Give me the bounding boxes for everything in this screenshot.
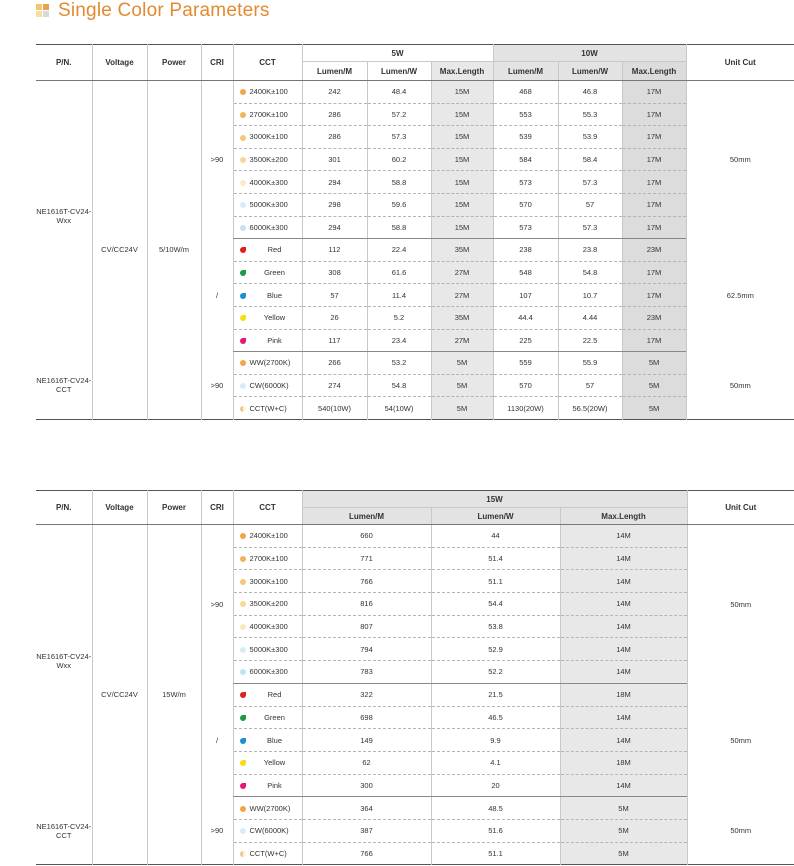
cct-label-text: Green xyxy=(264,268,285,278)
lumen-per-watt-value: 22.5 xyxy=(558,329,622,352)
lumen-per-meter-value: 573 xyxy=(493,171,558,194)
cct-label xyxy=(233,774,302,797)
grid-squares-icon xyxy=(36,4,50,18)
part-number: NE1616T-CV24-CCT xyxy=(36,821,92,840)
unit-cut-value: 50mm xyxy=(687,797,794,865)
cct-label-text: 6000K±300 xyxy=(249,667,288,677)
lumen-per-watt-value: 53.9 xyxy=(558,126,622,149)
unit-cut-value: 50mm xyxy=(686,81,794,239)
cct-tunable-icon xyxy=(240,406,246,412)
lumen-per-watt-value: 20 xyxy=(431,774,560,797)
max-length-value: 14M xyxy=(560,547,687,570)
cct-label-text: WW(2700K) xyxy=(249,803,291,813)
header-lumen-m: Lumen/M xyxy=(302,62,367,81)
max-length-value: 17M xyxy=(622,81,686,104)
cct-label-text: Pink xyxy=(267,780,282,790)
cct-label xyxy=(233,352,302,375)
header-lumen-m: Lumen/M xyxy=(493,62,558,81)
lumen-per-watt-value: 48.5 xyxy=(431,797,560,820)
cri-value: >90 xyxy=(201,525,233,684)
max-length-value: 5M xyxy=(431,397,493,420)
lumen-per-meter-value: 117 xyxy=(302,329,367,352)
cct-label-text: 2700K±100 xyxy=(249,554,288,564)
max-length-value: 27M xyxy=(431,261,493,284)
max-length-value: 18M xyxy=(560,751,687,774)
lumen-per-meter-value: 286 xyxy=(302,126,367,149)
warm-white-icon xyxy=(240,360,246,366)
cct-label xyxy=(233,570,302,593)
lumen-per-watt-value: 4.44 xyxy=(558,306,622,329)
cct-label-text: 3000K±100 xyxy=(249,576,288,586)
pink-color-icon xyxy=(240,783,246,789)
cct-label-text: Red xyxy=(267,245,282,255)
lumen-per-watt-value: 9.9 xyxy=(431,729,560,752)
lumen-per-meter-value: 660 xyxy=(302,525,431,548)
lumen-per-watt-value: 51.1 xyxy=(431,570,560,593)
cct-label xyxy=(233,751,302,774)
lumen-per-watt-value: 46.5 xyxy=(431,706,560,729)
max-length-value: 5M xyxy=(560,842,687,865)
lumen-per-watt-value: 52.9 xyxy=(431,638,560,661)
lumen-per-meter-value: 225 xyxy=(493,329,558,352)
max-length-value: 15M xyxy=(431,81,493,104)
header-lumen-w: Lumen/W xyxy=(367,62,431,81)
max-length-value: 14M xyxy=(560,774,687,797)
green-color-icon xyxy=(240,270,246,276)
cool-white-6000k-icon xyxy=(240,225,246,231)
lumen-per-meter-value: 26 xyxy=(302,306,367,329)
cct-label-text: CW(6000K) xyxy=(249,381,289,391)
blue-color-icon xyxy=(240,293,246,299)
lumen-per-watt-value: 54.8 xyxy=(558,261,622,284)
max-length-value: 5M xyxy=(431,374,493,397)
warm-white-3000k-icon xyxy=(240,135,246,141)
max-length-value: 23M xyxy=(622,306,686,329)
red-color-icon xyxy=(240,692,246,698)
cct-label xyxy=(233,306,302,329)
max-length-value: 15M xyxy=(431,126,493,149)
cct-label-text: Green xyxy=(264,712,285,722)
lumen-per-watt-value: 55.9 xyxy=(558,352,622,375)
max-length-value: 14M xyxy=(560,638,687,661)
lumen-per-watt-value: 51.6 xyxy=(431,819,560,842)
power-value: 5/10W/m xyxy=(147,81,201,420)
lumen-per-watt-value: 22.4 xyxy=(367,239,431,262)
max-length-value: 17M xyxy=(622,261,686,284)
lumen-per-meter-value: 570 xyxy=(493,374,558,397)
max-length-value: 27M xyxy=(431,284,493,307)
lumen-per-watt-value: 57.3 xyxy=(367,126,431,149)
page-header xyxy=(36,0,270,22)
header-cri: CRI xyxy=(201,491,233,525)
max-length-value: 15M xyxy=(431,216,493,239)
lumen-per-watt-value: 44 xyxy=(431,525,560,548)
lumen-per-meter-value: 559 xyxy=(493,352,558,375)
lumen-per-meter-value: 57 xyxy=(302,284,367,307)
lumen-per-meter-value: 266 xyxy=(302,352,367,375)
lumen-per-watt-value: 5.2 xyxy=(367,306,431,329)
lumen-per-meter-value: 783 xyxy=(302,661,431,684)
max-length-value: 14M xyxy=(560,661,687,684)
max-length-value: 14M xyxy=(560,570,687,593)
cct-label-text: Pink xyxy=(267,335,282,345)
cri-value: >90 xyxy=(201,81,233,239)
cri-value: / xyxy=(201,683,233,796)
lumen-per-meter-value: 301 xyxy=(302,148,367,171)
warm-white-2700k-icon xyxy=(240,112,246,118)
max-length-value: 35M xyxy=(431,239,493,262)
header-group-15w: 15W xyxy=(302,491,687,508)
lumen-per-meter-value: 766 xyxy=(302,842,431,865)
spec-table-15w xyxy=(36,490,794,865)
cct-label xyxy=(233,615,302,638)
lumen-per-meter-value: 238 xyxy=(493,239,558,262)
unit-cut-value: 50mm xyxy=(686,352,794,420)
warm-white-3000k-icon xyxy=(240,579,246,585)
cool-white-6000k-icon xyxy=(240,669,246,675)
cct-label-text: 2400K±100 xyxy=(249,531,288,541)
warm-white-2700k-icon xyxy=(240,556,246,562)
header-power: Power xyxy=(147,45,201,81)
cct-label-text: CCT(W+C) xyxy=(249,848,287,858)
cct-label-text: 4000K±300 xyxy=(249,622,288,632)
cri-value: >90 xyxy=(201,797,233,865)
max-length-value: 17M xyxy=(622,171,686,194)
lumen-per-watt-value: 46.8 xyxy=(558,81,622,104)
lumen-per-watt-value: 4.1 xyxy=(431,751,560,774)
lumen-per-meter-value: 149 xyxy=(302,729,431,752)
header-group-10w: 10W xyxy=(493,45,686,62)
header-lumen-w: Lumen/W xyxy=(558,62,622,81)
lumen-per-meter-value: 771 xyxy=(302,547,431,570)
cct-label-text: 2700K±100 xyxy=(249,109,288,119)
lumen-per-meter-value: 468 xyxy=(493,81,558,104)
cct-label xyxy=(233,193,302,216)
lumen-per-meter-value: 807 xyxy=(302,615,431,638)
red-color-icon xyxy=(240,247,246,253)
lumen-per-meter-value: 387 xyxy=(302,819,431,842)
lumen-per-watt-value: 58.4 xyxy=(558,148,622,171)
header-voltage: Voltage xyxy=(92,45,147,81)
max-length-value: 23M xyxy=(622,239,686,262)
max-length-value: 5M xyxy=(431,352,493,375)
lumen-per-watt-value: 48.4 xyxy=(367,81,431,104)
warm-white-2400k-icon xyxy=(240,89,246,95)
max-length-value: 17M xyxy=(622,193,686,216)
max-length-value: 35M xyxy=(431,306,493,329)
max-length-value: 15M xyxy=(431,103,493,126)
cct-label xyxy=(233,525,302,548)
max-length-value: 17M xyxy=(622,329,686,352)
lumen-per-watt-value: 58.8 xyxy=(367,216,431,239)
voltage-value: CV/CC24V xyxy=(92,81,147,420)
max-length-value: 5M xyxy=(622,374,686,397)
lumen-per-watt-value: 57.3 xyxy=(558,216,622,239)
max-length-value: 17M xyxy=(622,148,686,171)
cct-label xyxy=(233,593,302,616)
cct-label xyxy=(233,638,302,661)
neutral-4000k-icon xyxy=(240,624,246,630)
cct-label-text: Red xyxy=(267,690,282,700)
max-length-value: 14M xyxy=(560,615,687,638)
cct-label-text: 2400K±100 xyxy=(249,87,288,97)
cct-label-text: CW(6000K) xyxy=(249,826,289,836)
warm-white-icon xyxy=(240,806,246,812)
max-length-value: 14M xyxy=(560,593,687,616)
cct-label xyxy=(233,261,302,284)
lumen-per-watt-value: 56.5(20W) xyxy=(558,397,622,420)
lumen-per-meter-value: 584 xyxy=(493,148,558,171)
max-length-value: 5M xyxy=(622,397,686,420)
lumen-per-watt-value: 55.3 xyxy=(558,103,622,126)
header-voltage: Voltage xyxy=(92,491,147,525)
table-row xyxy=(36,525,794,548)
lumen-per-watt-value: 53.2 xyxy=(367,352,431,375)
header-lumen-m: Lumen/M xyxy=(302,508,431,525)
green-color-icon xyxy=(240,715,246,721)
header-group-5w: 5W xyxy=(302,45,493,62)
lumen-per-meter-value: 294 xyxy=(302,171,367,194)
lumen-per-meter-value: 294 xyxy=(302,216,367,239)
lumen-per-watt-value: 59.6 xyxy=(367,193,431,216)
cct-label-text: 5000K±300 xyxy=(249,644,288,654)
max-length-value: 14M xyxy=(560,706,687,729)
header-lumen-w: Lumen/W xyxy=(431,508,560,525)
cri-value: >90 xyxy=(201,352,233,420)
lumen-per-meter-value: 553 xyxy=(493,103,558,126)
part-number: NE1616T-CV24-Wxx xyxy=(36,651,92,670)
cct-label xyxy=(233,547,302,570)
cct-label xyxy=(233,706,302,729)
lumen-per-watt-value: 52.2 xyxy=(431,661,560,684)
cct-label xyxy=(233,239,302,262)
header-pn: P/N. xyxy=(36,491,92,525)
cct-label xyxy=(233,103,302,126)
lumen-per-meter-value: 274 xyxy=(302,374,367,397)
cct-label-text: Blue xyxy=(266,735,282,745)
power-value: 15W/m xyxy=(147,525,201,865)
header-unit-cut: Unit Cut xyxy=(686,45,794,81)
blue-color-icon xyxy=(240,738,246,744)
lumen-per-meter-value: 107 xyxy=(493,284,558,307)
lumen-per-watt-value: 57.3 xyxy=(558,171,622,194)
lumen-per-watt-value: 21.5 xyxy=(431,683,560,706)
lumen-per-watt-value: 53.8 xyxy=(431,615,560,638)
cct-label xyxy=(233,329,302,352)
cct-label xyxy=(233,374,302,397)
header-max-length: Max.Length xyxy=(622,62,686,81)
lumen-per-watt-value: 54(10W) xyxy=(367,397,431,420)
max-length-value: 17M xyxy=(622,284,686,307)
lumen-per-meter-value: 766 xyxy=(302,570,431,593)
lumen-per-meter-value: 1130(20W) xyxy=(493,397,558,420)
cool-white-5000k-icon xyxy=(240,202,246,208)
header-cct: CCT xyxy=(233,45,302,81)
cct-label xyxy=(233,148,302,171)
lumen-per-meter-value: 62 xyxy=(302,751,431,774)
max-length-value: 17M xyxy=(622,216,686,239)
cct-label xyxy=(233,397,302,420)
header-power: Power xyxy=(147,491,201,525)
cct-label-text: 5000K±300 xyxy=(249,200,288,210)
max-length-value: 5M xyxy=(622,352,686,375)
neutral-3500k-icon xyxy=(240,157,246,163)
cct-label-text: Yellow xyxy=(263,758,286,768)
lumen-per-watt-value: 57.2 xyxy=(367,103,431,126)
lumen-per-meter-value: 794 xyxy=(302,638,431,661)
lumen-per-watt-value: 51.4 xyxy=(431,547,560,570)
yellow-color-icon xyxy=(240,760,246,766)
lumen-per-meter-value: 286 xyxy=(302,103,367,126)
max-length-value: 14M xyxy=(560,525,687,548)
lumen-per-meter-value: 298 xyxy=(302,193,367,216)
max-length-value: 15M xyxy=(431,171,493,194)
cct-label xyxy=(233,171,302,194)
lumen-per-watt-value: 57 xyxy=(558,374,622,397)
cool-white-icon xyxy=(240,383,246,389)
lumen-per-watt-value: 23.8 xyxy=(558,239,622,262)
cool-white-icon xyxy=(240,828,246,834)
neutral-4000k-icon xyxy=(240,180,246,186)
pink-color-icon xyxy=(240,338,246,344)
part-number: NE1616T-CV24-Wxx xyxy=(36,207,92,226)
lumen-per-meter-value: 364 xyxy=(302,797,431,820)
max-length-value: 18M xyxy=(560,683,687,706)
cct-label xyxy=(233,842,302,865)
warm-white-2400k-icon xyxy=(240,533,246,539)
cct-label xyxy=(233,797,302,820)
cct-label xyxy=(233,683,302,706)
cri-value: / xyxy=(201,239,233,352)
lumen-per-watt-value: 11.4 xyxy=(367,284,431,307)
cct-label-text: Blue xyxy=(266,290,282,300)
max-length-value: 14M xyxy=(560,729,687,752)
lumen-per-meter-value: 698 xyxy=(302,706,431,729)
cct-label xyxy=(233,216,302,239)
cct-label-text: 6000K±300 xyxy=(249,222,288,232)
lumen-per-meter-value: 548 xyxy=(493,261,558,284)
max-length-value: 17M xyxy=(622,103,686,126)
cct-label-text: 3500K±200 xyxy=(249,599,288,609)
cct-label xyxy=(233,81,302,104)
unit-cut-value: 50mm xyxy=(687,525,794,684)
cct-label xyxy=(233,729,302,752)
max-length-value: 5M xyxy=(560,797,687,820)
max-length-value: 27M xyxy=(431,329,493,352)
voltage-value: CV/CC24V xyxy=(92,525,147,865)
lumen-per-meter-value: 112 xyxy=(302,239,367,262)
header-pn: P/N. xyxy=(36,45,92,81)
lumen-per-watt-value: 23.4 xyxy=(367,329,431,352)
max-length-value: 15M xyxy=(431,193,493,216)
spec-table-5w-10w xyxy=(36,44,794,420)
cct-label-text: 4000K±300 xyxy=(249,177,288,187)
lumen-per-meter-value: 539 xyxy=(493,126,558,149)
max-length-value: 5M xyxy=(560,819,687,842)
unit-cut-value: 62.5mm xyxy=(686,239,794,352)
lumen-per-watt-value: 54.4 xyxy=(431,593,560,616)
header-max-length: Max.Length xyxy=(431,62,493,81)
max-length-value: 15M xyxy=(431,148,493,171)
lumen-per-meter-value: 44.4 xyxy=(493,306,558,329)
part-number: NE1616T-CV24-CCT xyxy=(36,376,92,395)
lumen-per-watt-value: 51.1 xyxy=(431,842,560,865)
lumen-per-watt-value: 60.2 xyxy=(367,148,431,171)
lumen-per-watt-value: 61.6 xyxy=(367,261,431,284)
lumen-per-meter-value: 573 xyxy=(493,216,558,239)
yellow-color-icon xyxy=(240,315,246,321)
lumen-per-watt-value: 54.8 xyxy=(367,374,431,397)
lumen-per-watt-value: 57 xyxy=(558,193,622,216)
lumen-per-meter-value: 300 xyxy=(302,774,431,797)
cct-label-text: CCT(W+C) xyxy=(249,403,287,413)
cool-white-5000k-icon xyxy=(240,647,246,653)
lumen-per-meter-value: 816 xyxy=(302,593,431,616)
header-unit-cut: Unit Cut xyxy=(687,491,794,525)
lumen-per-meter-value: 322 xyxy=(302,683,431,706)
header-cri: CRI xyxy=(201,45,233,81)
neutral-3500k-icon xyxy=(240,601,246,607)
unit-cut-value: 50mm xyxy=(687,683,794,796)
cct-label-text: WW(2700K) xyxy=(249,358,291,368)
cct-label xyxy=(233,126,302,149)
header-max-length: Max.Length xyxy=(560,508,687,525)
header-cct: CCT xyxy=(233,491,302,525)
cct-label-text: 3500K±200 xyxy=(249,155,288,165)
cct-tunable-icon xyxy=(240,851,246,857)
lumen-per-meter-value: 570 xyxy=(493,193,558,216)
cct-label-text: 3000K±100 xyxy=(249,132,288,142)
cct-label-text: Yellow xyxy=(263,313,286,323)
lumen-per-watt-value: 10.7 xyxy=(558,284,622,307)
max-length-value: 17M xyxy=(622,126,686,149)
lumen-per-meter-value: 308 xyxy=(302,261,367,284)
lumen-per-watt-value: 58.8 xyxy=(367,171,431,194)
cct-label xyxy=(233,661,302,684)
lumen-per-meter-value: 242 xyxy=(302,81,367,104)
cct-label xyxy=(233,284,302,307)
lumen-per-meter-value: 540(10W) xyxy=(302,397,367,420)
cct-label xyxy=(233,819,302,842)
page-title: Single Color Parameters xyxy=(58,0,270,21)
table-row xyxy=(36,81,794,104)
